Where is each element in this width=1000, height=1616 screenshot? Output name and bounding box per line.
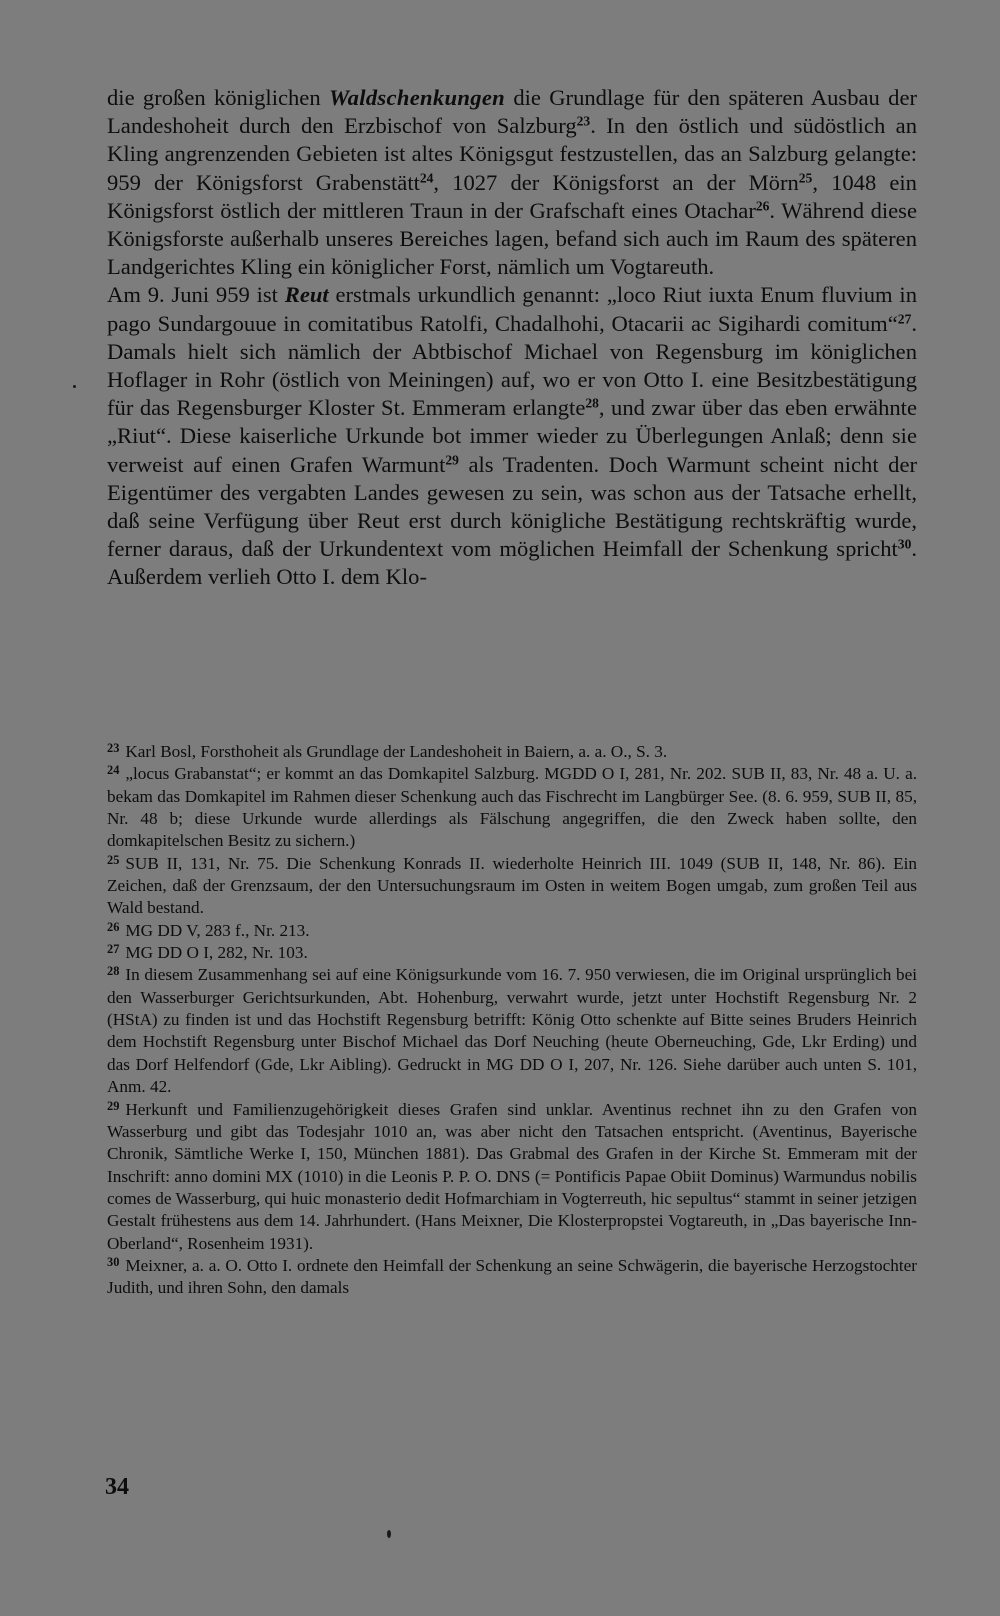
footnote-text: MG DD V, 283 f., Nr. 213. [125,920,310,940]
emphasis-waldschenkungen: Waldschenkungen [328,85,506,110]
footnote-ref-29[interactable]: 29 [445,452,459,468]
page-number: 34 [105,1474,129,1500]
text-run: die Grundlage für den späteren Ausbau der Landeshoheit durch den Erzbischof von Salzburg [107,85,917,139]
text-run: . In den östlich und südöstlich an Kling angrenzenden Gebieten ist altes Königsgut festzustellen, das an Salzburg gelangte: 959 der Königsforst Grabenstätt [107,113,918,195]
footnote-text: Herkunft und Familienzugehörigkeit dieses Grafen sind unklar. Aventinus rechnet ihn zu den Grafen von Wasserburg und gibt das Todesjahr 1010 an, was aber nicht den Tatsachen entspricht. (Aventinus, Bayerische Chronik, Sämtliche Werke I, 150, München 1881). Das Grabmal des Grafen in der Kirche St. Emmeram mit der Inschrift: anno domini MX (1010) in die Leonis P. P. O. DNS (= Pontificis Papae Obiit Dominus) Warmundus nobilis comes de Wasserburg, qui huic monasterio dedit Hofmarchiam in Vogterreuth, hic sepultus“ stammt in seiner jetzigen Gestalt frühestens aus dem 14. Jahrhundert. (Hans Meixner, Die Klosterpropstei Vogtareuth, in „Das bayerische Inn-Oberland“, Rosenheim 1931). [107,1099,917,1253]
footnotes [107,741,917,1300]
footnote-ref-28[interactable]: 28 [585,395,599,411]
scan-speck [387,1530,391,1538]
footnote-30 [107,1255,917,1300]
paragraph-1 [107,84,917,281]
footnote-number: 24 [107,763,120,778]
main-text [107,84,917,592]
text-run: die großen königlichen [107,85,329,110]
footnote-ref-23[interactable]: 23 [576,113,591,129]
footnote-ref-24[interactable]: 24 [419,170,434,186]
text-run: . Außerdem verlieh Otto I. dem Klo- [107,536,917,590]
footnote-number: 26 [107,919,120,934]
emphasis-reut: Reut [284,282,329,308]
footnote-text: Meixner, a. a. O. Otto I. ordnete den Heimfall der Schenkung an seine Schwägerin, die bayerische Herzogstochter Judith, und ihren Sohn, den damals [107,1255,917,1298]
footnote-number: 29 [107,1098,120,1113]
footnote-27 [107,942,917,964]
text-run: . Damals hielt sich nämlich der Abtbischof Michael von Regensburg im königlichen Hoflager in Rohr (östlich von Meiningen) auf, wo er von Otto I. eine Besitzbestätigung für das Regensburger Kloster St. Emmeram erlangte [107,310,917,421]
footnote-24 [107,763,917,852]
footnote-text: „locus Grabanstat“; er kommt an das Domkapitel Salzburg. MGDD O I, 281, Nr. 202. SUB II, 83, Nr. 48 a. U. a. bekam das Domkapitel im Rahmen dieser Schenkung auch das Fischrecht im Langbürger See. (8. 6. 959, SUB II, 85, Nr. 48 b; diese Urkunde wurde allerdings als Fälschung angegriffen, die den Zweck haben sollte, den domkapitelschen Besitz zu sichern.) [107,764,917,851]
text-run: als Tradenten. Doch Warmunt scheint nicht der Eigentümer des vergabten Landes gewesen zu sein, was schon aus der Tatsache erhellt, daß seine Verfügung über Reut erst durch königliche Bestätigung rechtskräftig wurde, ferner daraus, daß der Urkundentext vom möglichen Heimfall der Schenkung spricht [107,451,918,562]
paragraph-2 [107,281,917,591]
footnote-ref-25[interactable]: 25 [798,170,813,186]
footnote-26 [107,920,917,942]
text-run: , 1027 der Königsforst an der Mörn [433,169,799,195]
footnote-text: In diesem Zusammenhang sei auf eine Königsurkunde vom 16. 7. 950 verwiesen, die im Original ursprünglich bei den Wasserburger Gerichtsurkunden, Abt. Hohenburg, verwahrt wurde, jetzt unter Hochstift Regensburg Nr. 2 (HStA) zu finden ist und das Hochstift Regensburg betrifft: König Otto schenkte auf Bitte seines Bruders Heinrich dem Hochstift Regensburg unter Bischof Michael das Dorf Neuching (heute Oberneuching, Gde, Lkr Erding) und das Dorf Helfendorf (Gde, Lkr Aibling). Gedruckt in MG DD O I, 207, Nr. 126. Siehe darüber auch unten S. 101, Anm. 42. [107,965,917,1097]
text-run: erstmals urkundlich genannt: „loco Riut iuxta Enum fluvium in pago Sundargouue in comitatibus Ratolfi, Chadalhohi, Otacarii ac Sigihardi comitum“ [107,282,917,336]
text-run: , und zwar über das eben erwähnte „Riut“. Diese kaiserliche Urkunde bot immer wieder zu Überlegungen Anlaß; denn sie verweist auf einen Grafen Warmunt [107,395,917,477]
footnote-number: 30 [107,1254,120,1269]
footnote-23 [107,741,917,763]
footnote-ref-26[interactable]: 26 [755,198,770,214]
footnote-25 [107,853,917,920]
footnote-number: 28 [107,964,120,979]
text-run: . Während diese Königsforste außerhalb unseres Bereiches lagen, befand sich auch im Raum des späteren Landgerichtes Kling ein königlicher Forst, nämlich um Vogtareuth. [107,197,917,280]
footnote-29 [107,1099,917,1255]
footnote-text: SUB II, 131, Nr. 75. Die Schenkung Konrads II. wiederholte Heinrich III. 1049 (SUB II, 148, Nr. 86). Ein Zeichen, daß der Grenzsaum, der den Untersuchungsraum im Osten in weitem Bogen umgab, zum großen Teil aus Wald bestand. [107,853,917,918]
footnote-ref-27[interactable]: 27 [897,311,912,327]
footnote-number: 23 [107,741,120,756]
footnote-number: 25 [107,852,120,867]
footnote-28 [107,964,917,1098]
footnote-text: MG DD O I, 282, Nr. 103. [125,943,308,963]
footnote-ref-30[interactable]: 30 [897,536,912,552]
text-run: Am 9. Juni 959 ist [107,282,285,308]
scan-speck [73,385,76,388]
footnote-text: Karl Bosl, Forsthoheit als Grundlage der Landeshoheit in Baiern, a. a. O., S. 3. [125,742,668,761]
text-run: , 1048 ein Königsforst östlich der mittleren Traun in der Grafschaft eines Otachar [107,169,917,223]
footnote-number: 27 [107,942,120,957]
